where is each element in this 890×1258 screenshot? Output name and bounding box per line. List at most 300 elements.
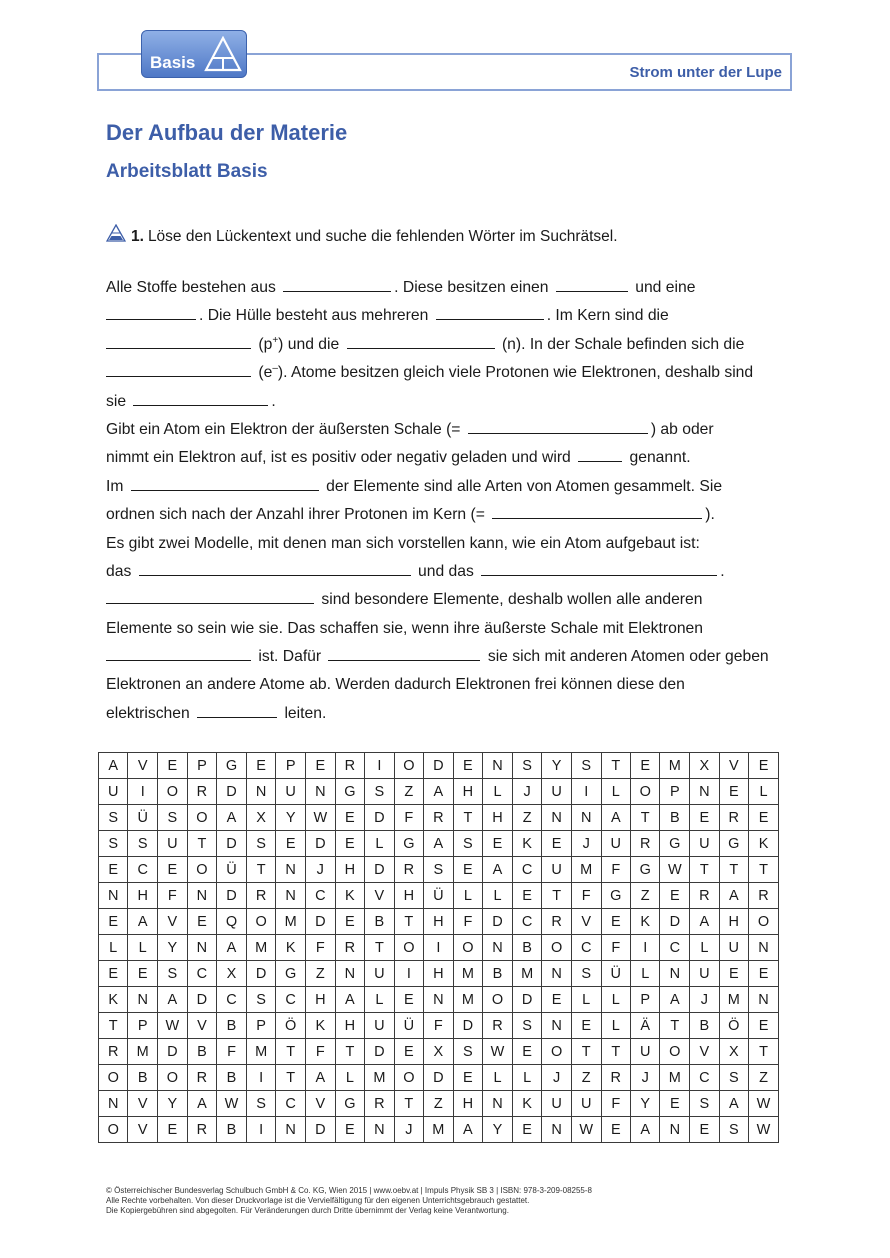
puzzle-cell[interactable]: C <box>276 987 306 1013</box>
puzzle-cell[interactable]: E <box>335 909 364 935</box>
puzzle-cell[interactable]: S <box>246 831 276 857</box>
puzzle-cell[interactable]: V <box>719 753 749 779</box>
puzzle-cell[interactable]: T <box>453 805 483 831</box>
puzzle-cell[interactable]: V <box>571 909 601 935</box>
puzzle-cell[interactable]: D <box>305 831 335 857</box>
puzzle-cell[interactable]: F <box>157 883 187 909</box>
puzzle-cell[interactable]: Ö <box>719 1013 749 1039</box>
puzzle-cell[interactable]: K <box>512 831 542 857</box>
puzzle-cell[interactable]: H <box>394 883 423 909</box>
puzzle-cell[interactable]: A <box>424 779 454 805</box>
puzzle-cell[interactable]: F <box>571 883 601 909</box>
puzzle-cell[interactable]: O <box>631 779 660 805</box>
puzzle-cell[interactable]: O <box>394 935 423 961</box>
puzzle-cell[interactable]: L <box>483 779 513 805</box>
puzzle-cell[interactable]: E <box>719 961 749 987</box>
answer-blank[interactable] <box>578 446 622 462</box>
puzzle-cell[interactable]: P <box>276 753 306 779</box>
puzzle-cell[interactable]: R <box>424 805 454 831</box>
puzzle-cell[interactable]: T <box>276 1065 306 1091</box>
puzzle-cell[interactable]: Z <box>305 961 335 987</box>
puzzle-cell[interactable]: R <box>187 1065 216 1091</box>
puzzle-cell[interactable]: L <box>483 883 513 909</box>
puzzle-cell[interactable]: O <box>483 987 513 1013</box>
puzzle-cell[interactable]: L <box>99 935 128 961</box>
puzzle-cell[interactable]: E <box>601 909 630 935</box>
puzzle-cell[interactable]: A <box>99 753 128 779</box>
puzzle-cell[interactable]: E <box>571 1013 601 1039</box>
puzzle-cell[interactable]: G <box>335 1091 364 1117</box>
puzzle-cell[interactable]: R <box>483 1013 513 1039</box>
puzzle-cell[interactable]: X <box>690 753 719 779</box>
puzzle-cell[interactable]: G <box>276 961 306 987</box>
puzzle-cell[interactable]: E <box>542 987 571 1013</box>
puzzle-cell[interactable]: M <box>660 1065 690 1091</box>
puzzle-cell[interactable]: E <box>542 831 571 857</box>
puzzle-cell[interactable]: A <box>719 883 749 909</box>
puzzle-cell[interactable]: U <box>365 961 395 987</box>
puzzle-cell[interactable]: T <box>187 831 216 857</box>
puzzle-cell[interactable]: H <box>128 883 158 909</box>
puzzle-cell[interactable]: F <box>305 935 335 961</box>
puzzle-cell[interactable]: D <box>246 961 276 987</box>
puzzle-cell[interactable]: G <box>394 831 423 857</box>
puzzle-cell[interactable]: L <box>601 987 630 1013</box>
puzzle-cell[interactable]: S <box>512 753 542 779</box>
puzzle-cell[interactable]: C <box>690 1065 719 1091</box>
answer-blank[interactable] <box>328 645 480 661</box>
puzzle-cell[interactable]: C <box>305 883 335 909</box>
puzzle-cell[interactable]: U <box>690 831 719 857</box>
puzzle-cell[interactable]: T <box>690 857 719 883</box>
puzzle-cell[interactable]: V <box>128 1117 158 1143</box>
puzzle-cell[interactable]: G <box>217 753 247 779</box>
puzzle-cell[interactable]: A <box>217 805 247 831</box>
puzzle-cell[interactable]: O <box>187 805 216 831</box>
puzzle-cell[interactable]: C <box>660 935 690 961</box>
puzzle-cell[interactable]: L <box>335 1065 364 1091</box>
puzzle-cell[interactable]: Z <box>512 805 542 831</box>
puzzle-cell[interactable]: L <box>690 935 719 961</box>
puzzle-cell[interactable]: I <box>571 779 601 805</box>
puzzle-cell[interactable]: U <box>542 857 571 883</box>
puzzle-cell[interactable]: L <box>631 961 660 987</box>
puzzle-cell[interactable]: M <box>246 935 276 961</box>
puzzle-cell[interactable]: U <box>542 1091 571 1117</box>
puzzle-cell[interactable]: U <box>631 1039 660 1065</box>
puzzle-cell[interactable]: F <box>394 805 423 831</box>
puzzle-cell[interactable]: L <box>601 779 630 805</box>
puzzle-cell[interactable]: A <box>128 909 158 935</box>
puzzle-cell[interactable]: M <box>453 961 483 987</box>
puzzle-cell[interactable]: L <box>512 1065 542 1091</box>
puzzle-cell[interactable]: I <box>246 1065 276 1091</box>
answer-blank[interactable] <box>347 333 495 349</box>
puzzle-cell[interactable]: N <box>542 805 571 831</box>
puzzle-cell[interactable]: H <box>453 779 483 805</box>
puzzle-cell[interactable]: F <box>601 857 630 883</box>
puzzle-cell[interactable]: E <box>394 1039 423 1065</box>
puzzle-cell[interactable]: Z <box>571 1065 601 1091</box>
puzzle-cell[interactable]: U <box>690 961 719 987</box>
puzzle-cell[interactable]: E <box>335 1117 364 1143</box>
puzzle-cell[interactable]: O <box>749 909 779 935</box>
puzzle-cell[interactable]: C <box>217 987 247 1013</box>
puzzle-cell[interactable]: A <box>690 909 719 935</box>
puzzle-cell[interactable]: E <box>512 883 542 909</box>
puzzle-cell[interactable]: D <box>305 1117 335 1143</box>
puzzle-cell[interactable]: C <box>512 909 542 935</box>
puzzle-cell[interactable]: E <box>749 805 779 831</box>
answer-blank[interactable] <box>133 390 268 406</box>
puzzle-cell[interactable]: S <box>512 1013 542 1039</box>
puzzle-cell[interactable]: F <box>453 909 483 935</box>
puzzle-cell[interactable]: R <box>749 883 779 909</box>
puzzle-cell[interactable]: Y <box>157 1091 187 1117</box>
puzzle-cell[interactable]: F <box>305 1039 335 1065</box>
puzzle-cell[interactable]: S <box>571 753 601 779</box>
puzzle-cell[interactable]: G <box>660 831 690 857</box>
puzzle-cell[interactable]: M <box>424 1117 454 1143</box>
puzzle-cell[interactable]: K <box>512 1091 542 1117</box>
puzzle-cell[interactable]: I <box>394 961 423 987</box>
puzzle-cell[interactable]: O <box>187 857 216 883</box>
puzzle-cell[interactable]: G <box>631 857 660 883</box>
puzzle-cell[interactable]: T <box>749 1039 779 1065</box>
answer-blank[interactable] <box>481 560 717 576</box>
answer-blank[interactable] <box>283 276 391 292</box>
puzzle-cell[interactable]: A <box>453 1117 483 1143</box>
puzzle-cell[interactable]: Y <box>157 935 187 961</box>
puzzle-cell[interactable]: N <box>749 935 779 961</box>
answer-blank[interactable] <box>468 418 648 434</box>
puzzle-cell[interactable]: R <box>601 1065 630 1091</box>
puzzle-cell[interactable]: E <box>749 1013 779 1039</box>
puzzle-cell[interactable]: V <box>128 1091 158 1117</box>
puzzle-cell[interactable]: R <box>187 1117 216 1143</box>
puzzle-cell[interactable]: K <box>99 987 128 1013</box>
puzzle-cell[interactable]: L <box>365 831 395 857</box>
puzzle-cell[interactable]: N <box>187 935 216 961</box>
puzzle-cell[interactable]: M <box>246 1039 276 1065</box>
puzzle-cell[interactable]: W <box>305 805 335 831</box>
puzzle-cell[interactable]: C <box>276 1091 306 1117</box>
puzzle-cell[interactable]: I <box>365 753 395 779</box>
puzzle-cell[interactable]: Ü <box>601 961 630 987</box>
puzzle-cell[interactable]: M <box>512 961 542 987</box>
puzzle-cell[interactable]: E <box>394 987 423 1013</box>
puzzle-cell[interactable]: X <box>719 1039 749 1065</box>
puzzle-cell[interactable]: B <box>187 1039 216 1065</box>
puzzle-cell[interactable]: M <box>571 857 601 883</box>
puzzle-cell[interactable]: S <box>246 987 276 1013</box>
puzzle-cell[interactable]: A <box>217 935 247 961</box>
puzzle-cell[interactable]: N <box>276 857 306 883</box>
puzzle-cell[interactable]: S <box>128 831 158 857</box>
puzzle-cell[interactable]: U <box>571 1091 601 1117</box>
puzzle-cell[interactable]: W <box>749 1091 779 1117</box>
puzzle-cell[interactable]: V <box>305 1091 335 1117</box>
answer-blank[interactable] <box>492 503 702 519</box>
puzzle-cell[interactable]: R <box>542 909 571 935</box>
puzzle-cell[interactable]: N <box>424 987 454 1013</box>
puzzle-cell[interactable]: O <box>246 909 276 935</box>
puzzle-cell[interactable]: T <box>601 1039 630 1065</box>
puzzle-cell[interactable]: R <box>99 1039 128 1065</box>
puzzle-cell[interactable]: N <box>571 805 601 831</box>
puzzle-cell[interactable]: P <box>631 987 660 1013</box>
puzzle-cell[interactable]: Z <box>631 883 660 909</box>
puzzle-cell[interactable]: U <box>719 935 749 961</box>
puzzle-cell[interactable]: D <box>157 1039 187 1065</box>
puzzle-cell[interactable]: C <box>128 857 158 883</box>
puzzle-cell[interactable]: Y <box>276 805 306 831</box>
puzzle-cell[interactable]: E <box>512 1039 542 1065</box>
puzzle-cell[interactable]: A <box>187 1091 216 1117</box>
puzzle-cell[interactable]: E <box>719 779 749 805</box>
puzzle-cell[interactable]: F <box>601 935 630 961</box>
puzzle-cell[interactable]: S <box>99 805 128 831</box>
puzzle-cell[interactable]: T <box>631 805 660 831</box>
puzzle-cell[interactable]: L <box>453 883 483 909</box>
puzzle-cell[interactable]: T <box>660 1013 690 1039</box>
puzzle-cell[interactable]: T <box>335 1039 364 1065</box>
puzzle-cell[interactable]: N <box>99 883 128 909</box>
puzzle-cell[interactable]: L <box>365 987 395 1013</box>
puzzle-cell[interactable]: O <box>394 753 423 779</box>
puzzle-cell[interactable]: N <box>335 961 364 987</box>
puzzle-cell[interactable]: E <box>187 909 216 935</box>
puzzle-cell[interactable]: D <box>483 909 513 935</box>
puzzle-cell[interactable]: O <box>157 1065 187 1091</box>
puzzle-cell[interactable]: S <box>690 1091 719 1117</box>
puzzle-cell[interactable]: A <box>631 1117 660 1143</box>
puzzle-cell[interactable]: U <box>365 1013 395 1039</box>
answer-blank[interactable] <box>197 702 277 718</box>
puzzle-cell[interactable]: N <box>690 779 719 805</box>
puzzle-cell[interactable]: N <box>542 1013 571 1039</box>
puzzle-cell[interactable]: M <box>719 987 749 1013</box>
puzzle-cell[interactable]: H <box>719 909 749 935</box>
puzzle-cell[interactable]: E <box>453 753 483 779</box>
puzzle-cell[interactable]: B <box>217 1117 247 1143</box>
puzzle-cell[interactable]: O <box>157 779 187 805</box>
puzzle-cell[interactable]: E <box>99 909 128 935</box>
puzzle-cell[interactable]: O <box>660 1039 690 1065</box>
puzzle-cell[interactable]: D <box>187 987 216 1013</box>
puzzle-cell[interactable]: F <box>217 1039 247 1065</box>
puzzle-cell[interactable]: Z <box>749 1065 779 1091</box>
answer-blank[interactable] <box>556 276 628 292</box>
puzzle-cell[interactable]: Ü <box>394 1013 423 1039</box>
puzzle-cell[interactable]: A <box>424 831 454 857</box>
answer-blank[interactable] <box>106 333 251 349</box>
puzzle-cell[interactable]: D <box>365 805 395 831</box>
answer-blank[interactable] <box>131 475 319 491</box>
puzzle-cell[interactable]: C <box>187 961 216 987</box>
puzzle-cell[interactable]: W <box>217 1091 247 1117</box>
puzzle-cell[interactable]: D <box>660 909 690 935</box>
puzzle-cell[interactable]: R <box>335 753 364 779</box>
puzzle-cell[interactable]: Y <box>631 1091 660 1117</box>
puzzle-cell[interactable]: E <box>335 805 364 831</box>
puzzle-cell[interactable]: Ö <box>276 1013 306 1039</box>
puzzle-cell[interactable]: B <box>512 935 542 961</box>
puzzle-cell[interactable]: B <box>217 1065 247 1091</box>
puzzle-cell[interactable]: E <box>128 961 158 987</box>
puzzle-cell[interactable]: S <box>99 831 128 857</box>
puzzle-cell[interactable]: V <box>128 753 158 779</box>
puzzle-cell[interactable]: M <box>453 987 483 1013</box>
puzzle-cell[interactable]: G <box>601 883 630 909</box>
answer-blank[interactable] <box>106 645 251 661</box>
puzzle-cell[interactable]: D <box>365 857 395 883</box>
puzzle-cell[interactable]: N <box>483 935 513 961</box>
puzzle-cell[interactable]: E <box>690 805 719 831</box>
puzzle-cell[interactable]: L <box>601 1013 630 1039</box>
puzzle-cell[interactable]: W <box>157 1013 187 1039</box>
puzzle-cell[interactable]: O <box>99 1117 128 1143</box>
puzzle-cell[interactable]: A <box>719 1091 749 1117</box>
puzzle-cell[interactable]: S <box>157 805 187 831</box>
puzzle-cell[interactable]: I <box>246 1117 276 1143</box>
puzzle-cell[interactable]: B <box>128 1065 158 1091</box>
puzzle-cell[interactable]: R <box>335 935 364 961</box>
puzzle-cell[interactable]: G <box>719 831 749 857</box>
puzzle-cell[interactable]: S <box>424 857 454 883</box>
puzzle-cell[interactable]: E <box>99 961 128 987</box>
answer-blank[interactable] <box>139 560 411 576</box>
puzzle-cell[interactable]: Q <box>217 909 247 935</box>
puzzle-cell[interactable]: A <box>335 987 364 1013</box>
puzzle-cell[interactable]: S <box>453 1039 483 1065</box>
puzzle-cell[interactable]: K <box>749 831 779 857</box>
puzzle-cell[interactable]: H <box>305 987 335 1013</box>
puzzle-cell[interactable]: O <box>453 935 483 961</box>
puzzle-cell[interactable]: D <box>217 779 247 805</box>
puzzle-cell[interactable]: N <box>276 1117 306 1143</box>
puzzle-cell[interactable]: D <box>217 831 247 857</box>
puzzle-cell[interactable]: S <box>365 779 395 805</box>
puzzle-cell[interactable]: U <box>542 779 571 805</box>
puzzle-cell[interactable]: R <box>394 857 423 883</box>
puzzle-cell[interactable]: T <box>601 753 630 779</box>
answer-blank[interactable] <box>106 361 251 377</box>
puzzle-cell[interactable]: S <box>719 1065 749 1091</box>
puzzle-cell[interactable]: H <box>483 805 513 831</box>
puzzle-cell[interactable]: F <box>601 1091 630 1117</box>
puzzle-cell[interactable]: E <box>157 857 187 883</box>
puzzle-cell[interactable]: P <box>246 1013 276 1039</box>
puzzle-cell[interactable]: N <box>187 883 216 909</box>
puzzle-cell[interactable]: T <box>749 857 779 883</box>
answer-blank[interactable] <box>436 304 544 320</box>
puzzle-cell[interactable]: S <box>453 831 483 857</box>
puzzle-cell[interactable]: E <box>453 1065 483 1091</box>
puzzle-cell[interactable]: S <box>246 1091 276 1117</box>
puzzle-cell[interactable]: M <box>365 1065 395 1091</box>
puzzle-cell[interactable]: B <box>483 961 513 987</box>
puzzle-cell[interactable]: N <box>542 1117 571 1143</box>
puzzle-cell[interactable]: O <box>99 1065 128 1091</box>
puzzle-cell[interactable]: B <box>217 1013 247 1039</box>
puzzle-cell[interactable]: A <box>601 805 630 831</box>
puzzle-cell[interactable]: K <box>276 935 306 961</box>
puzzle-cell[interactable]: N <box>483 753 513 779</box>
puzzle-cell[interactable]: M <box>660 753 690 779</box>
puzzle-cell[interactable]: Ü <box>424 883 454 909</box>
puzzle-cell[interactable]: V <box>690 1039 719 1065</box>
puzzle-cell[interactable]: T <box>276 1039 306 1065</box>
puzzle-cell[interactable]: A <box>483 857 513 883</box>
puzzle-cell[interactable]: X <box>424 1039 454 1065</box>
puzzle-cell[interactable]: V <box>187 1013 216 1039</box>
puzzle-cell[interactable]: T <box>246 857 276 883</box>
puzzle-cell[interactable]: E <box>483 831 513 857</box>
puzzle-cell[interactable]: S <box>719 1117 749 1143</box>
puzzle-cell[interactable]: W <box>749 1117 779 1143</box>
puzzle-cell[interactable]: T <box>99 1013 128 1039</box>
puzzle-cell[interactable]: U <box>99 779 128 805</box>
puzzle-cell[interactable]: M <box>276 909 306 935</box>
puzzle-cell[interactable]: B <box>365 909 395 935</box>
puzzle-cell[interactable]: N <box>660 961 690 987</box>
puzzle-cell[interactable]: E <box>246 753 276 779</box>
puzzle-cell[interactable]: P <box>128 1013 158 1039</box>
puzzle-cell[interactable]: H <box>335 1013 364 1039</box>
puzzle-cell[interactable]: N <box>305 779 335 805</box>
puzzle-cell[interactable]: N <box>99 1091 128 1117</box>
puzzle-cell[interactable]: C <box>512 857 542 883</box>
puzzle-cell[interactable]: B <box>690 1013 719 1039</box>
puzzle-cell[interactable]: D <box>512 987 542 1013</box>
puzzle-cell[interactable]: L <box>483 1065 513 1091</box>
puzzle-cell[interactable]: K <box>335 883 364 909</box>
puzzle-cell[interactable]: D <box>424 753 454 779</box>
puzzle-cell[interactable]: D <box>453 1013 483 1039</box>
puzzle-cell[interactable]: H <box>424 909 454 935</box>
puzzle-cell[interactable]: S <box>157 961 187 987</box>
puzzle-cell[interactable]: G <box>335 779 364 805</box>
puzzle-cell[interactable]: E <box>660 883 690 909</box>
puzzle-cell[interactable]: P <box>660 779 690 805</box>
puzzle-cell[interactable]: A <box>305 1065 335 1091</box>
puzzle-cell[interactable]: O <box>542 1039 571 1065</box>
puzzle-cell[interactable]: O <box>542 935 571 961</box>
puzzle-cell[interactable]: E <box>512 1117 542 1143</box>
puzzle-cell[interactable]: X <box>246 805 276 831</box>
puzzle-cell[interactable]: K <box>631 909 660 935</box>
puzzle-cell[interactable]: D <box>365 1039 395 1065</box>
puzzle-cell[interactable]: D <box>217 883 247 909</box>
puzzle-cell[interactable]: J <box>394 1117 423 1143</box>
puzzle-cell[interactable]: Ü <box>217 857 247 883</box>
answer-blank[interactable] <box>106 304 196 320</box>
answer-blank[interactable] <box>106 588 314 604</box>
puzzle-cell[interactable]: N <box>542 961 571 987</box>
puzzle-cell[interactable]: T <box>571 1039 601 1065</box>
puzzle-cell[interactable]: L <box>749 779 779 805</box>
puzzle-cell[interactable]: W <box>571 1117 601 1143</box>
puzzle-cell[interactable]: T <box>542 883 571 909</box>
puzzle-cell[interactable]: T <box>394 909 423 935</box>
puzzle-cell[interactable]: E <box>749 961 779 987</box>
puzzle-cell[interactable]: H <box>453 1091 483 1117</box>
puzzle-cell[interactable]: R <box>246 883 276 909</box>
puzzle-cell[interactable]: E <box>99 857 128 883</box>
puzzle-cell[interactable]: F <box>424 1013 454 1039</box>
puzzle-cell[interactable]: V <box>365 883 395 909</box>
